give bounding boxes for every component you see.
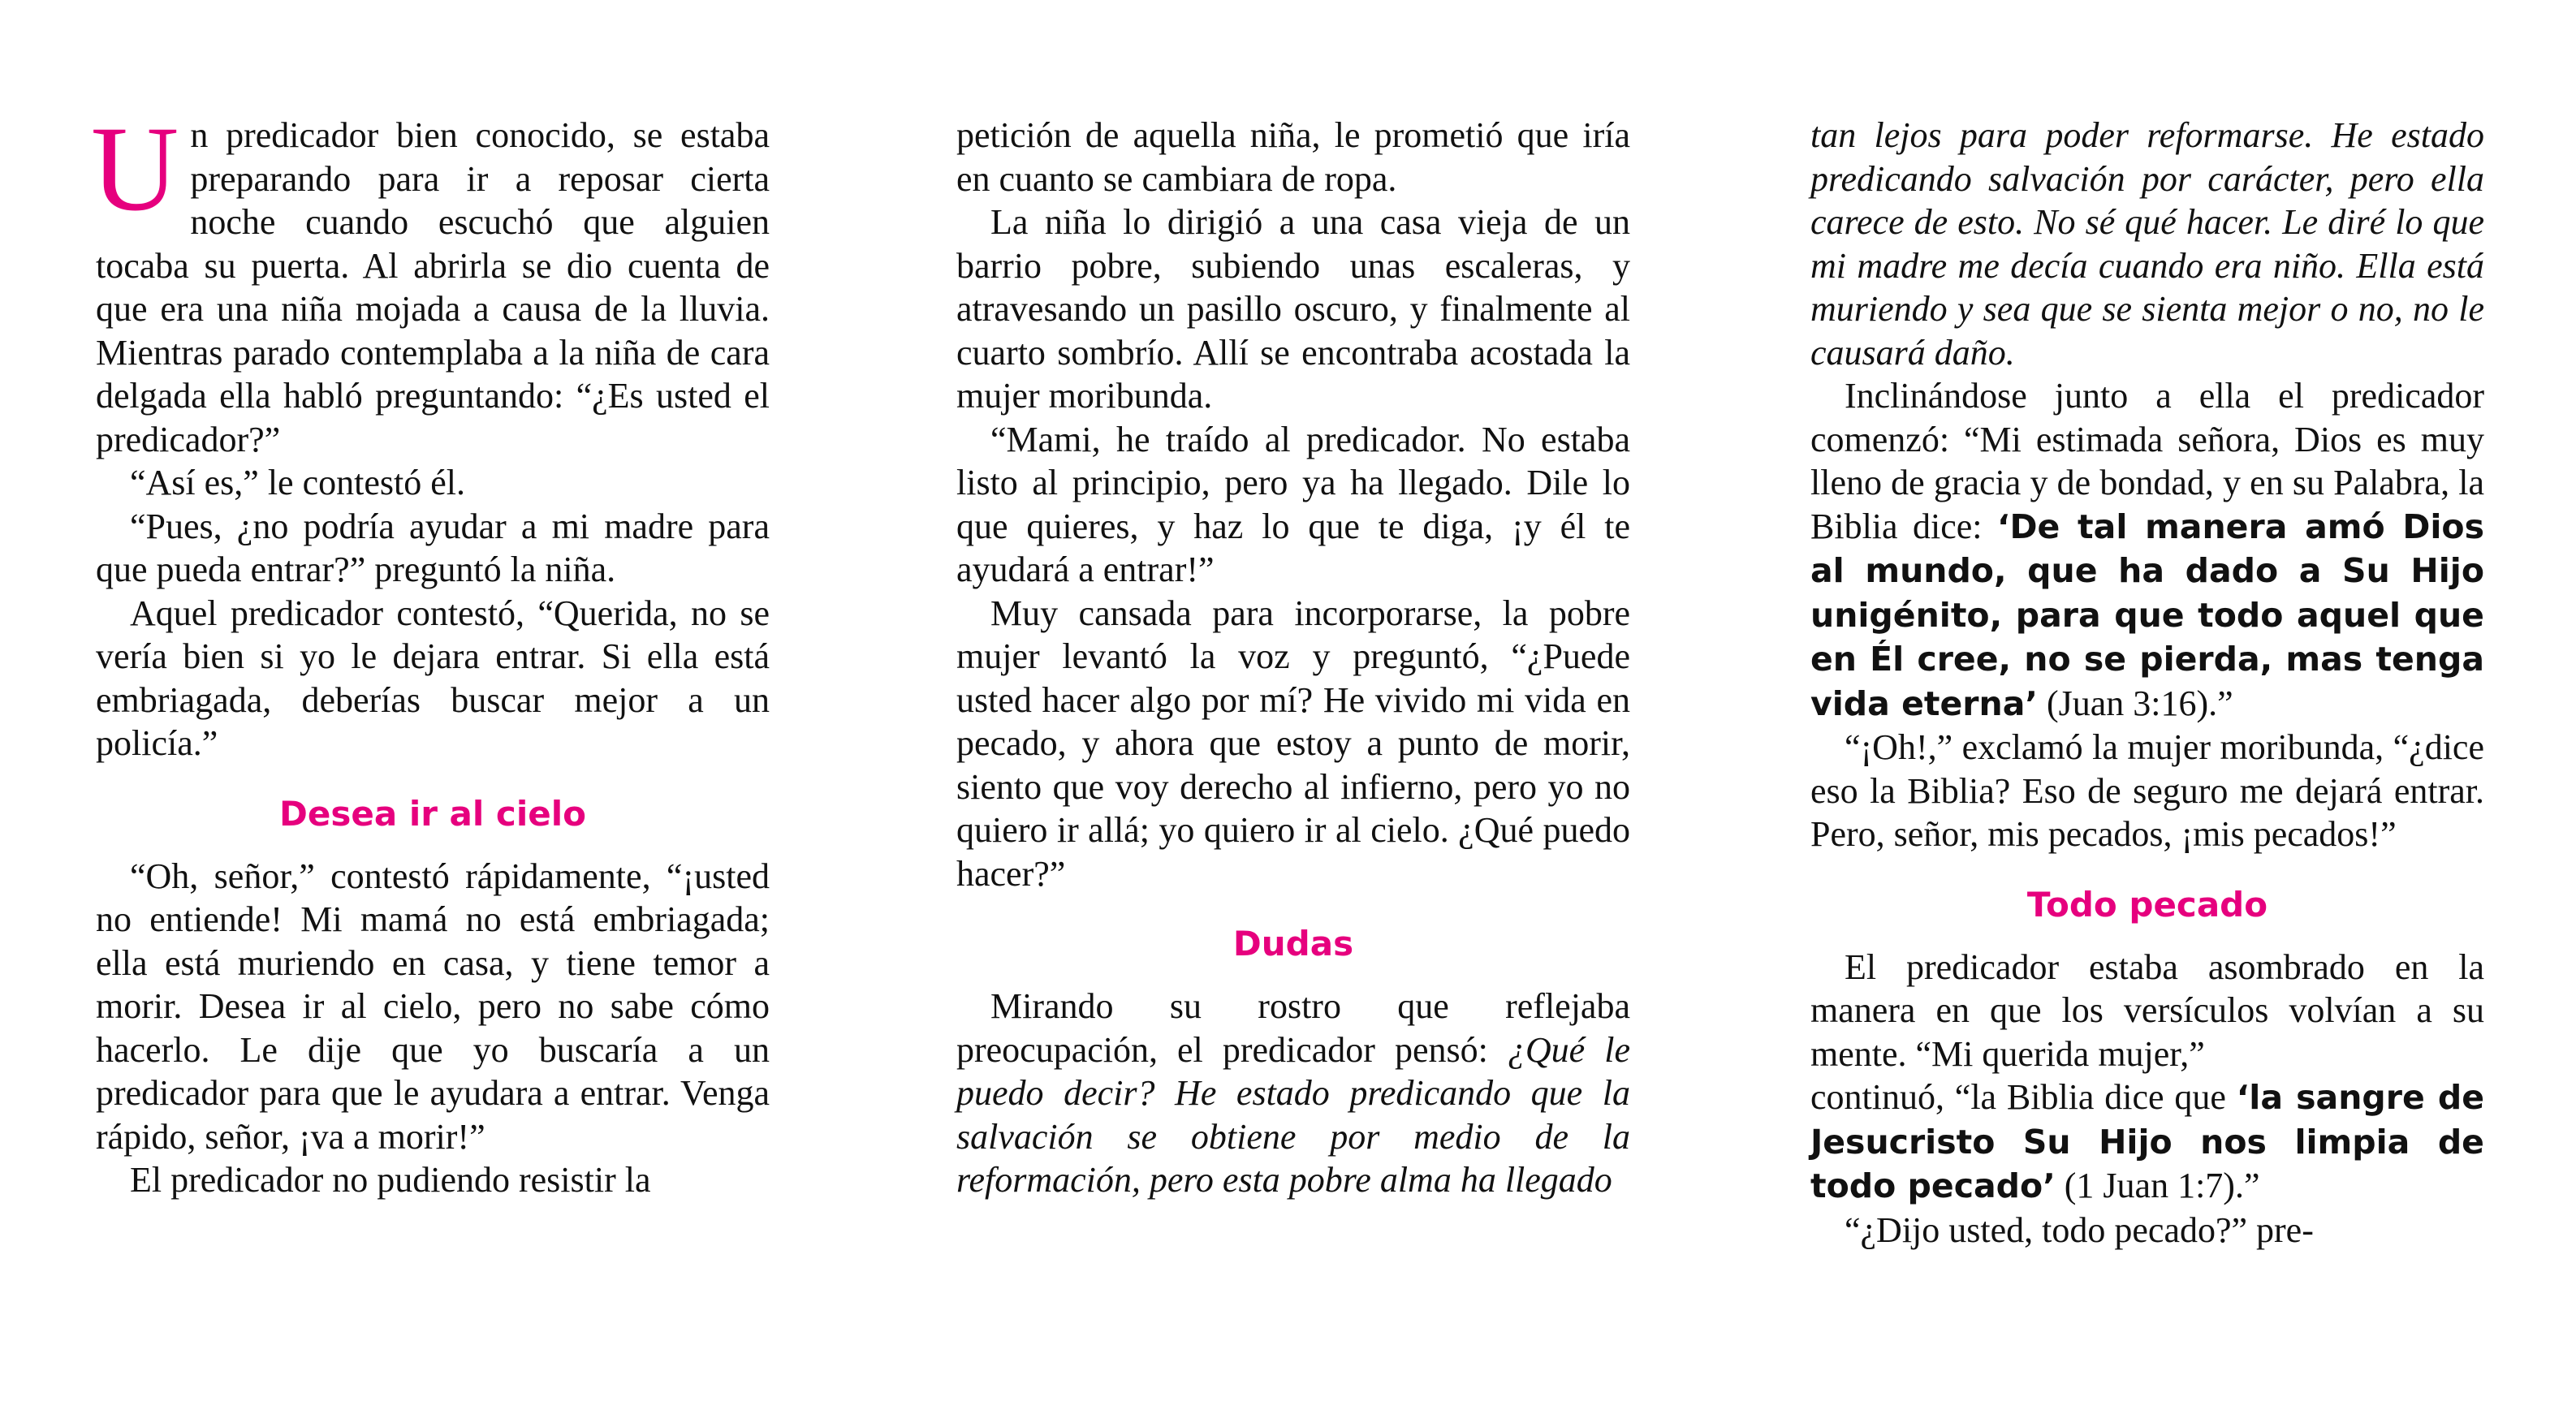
paragraph: El predicador no pudiendo resistir la (130, 1160, 651, 1200)
section-heading: Todo pecado (2026, 884, 2268, 925)
opening-paragraph (91, 101, 770, 461)
paragraph: “Así es,” le contestó él. (130, 463, 465, 502)
bible-reference: (1 Juan 1:7).” (2055, 1166, 2260, 1205)
section-heading: Desea ir al cielo (279, 793, 586, 834)
italic-thought: tan lejos para poder reformarse. He estado predicando salvación por carácter, pero ella carece de esto. No sé qué hacer. Le diré lo que mi madre me decía cuando era niño. Ella está muriendo y sea que se sienta mejor o no, no le causará daño. (1810, 115, 2484, 373)
bible-reference: (Juan 3:16).” (2037, 683, 2233, 723)
paragraph (1810, 374, 2484, 726)
paragraph: petición de aquella niña, le prometió que iría en cuanto se cambiara de ropa. (956, 115, 1630, 199)
paragraph-text: Inclinándose junto a ella el predicador comenzó: “Mi estimada señora, Dios es muy lleno de gracia y de bondad, y en su Palabra, la Biblia dice: (1810, 376, 2484, 546)
paragraph: La niña lo dirigió a una casa vieja de un barrio pobre, subiendo unas escaleras, y atravesando un pasillo oscuro, y finalmente al cuarto sombrío. Allí se encontraba acostada la mujer moribunda. (956, 202, 1630, 416)
drop-cap: U (91, 101, 179, 236)
paragraph-text: n predicador bien conocido, se estaba preparando para ir a reposar cierta noche cuando escuchó que alguien tocaba su puerta. Al abrirla se dio cuenta de que era una niña mojada a causa de la lluvia. Mientras parado contemplaba a la niña de cara delgada ella habló preguntando: “¿Es usted el predicador?” (96, 115, 770, 459)
paragraph: “Oh, señor,” contestó rápidamente, “¡usted no entiende! Mi mamá no está embriagada; ella está muriendo en casa, y tiene temor a morir. Desea ir al cielo, pero no sabe cómo hacerlo. Le dije que yo buscaría a un predicador para que le ayudara a entrar. Venga rápido, señor, ¡va a morir!” (96, 856, 770, 1157)
column-3 (1810, 114, 2484, 1252)
paragraph (1810, 1076, 2484, 1209)
paragraph: El predicador estaba asombrado en la manera en que los versículos volvían a su mente. “Mi querida mujer,” (1810, 946, 2484, 1074)
paragraph-text: Mirando su rostro que reflejaba preocupación, el predicador pensó: (956, 986, 1630, 1070)
paragraph: “¿Dijo usted, todo pecado?” pre- (1845, 1209, 2314, 1250)
paragraph-text: continuó, “la Biblia dice que (1810, 1077, 2237, 1117)
column-1 (91, 101, 770, 1202)
bible-quote: ‘la sangre de Jesucristo Su Hijo nos limpia de todo pecado’ (1810, 1078, 2485, 1205)
column-2 (956, 114, 1630, 1202)
paragraph: “Mami, he traído al predicador. No estaba listo al principio, pero ya ha llegado. Dile lo que quieres, y haz lo que te diga, ¡y él te ayudará a entrar!” (956, 419, 1630, 589)
bible-quote: ‘De tal manera amó Dios al mundo, que ha dado a Su Hijo unigénito, para que todo aquel que en Él cree, no se pierda, mas tenga vida eterna’ (1810, 507, 2484, 723)
section-heading: Dudas (1232, 924, 1354, 963)
italic-thought: ¿Qué le puedo decir? He estado predicando que la salvación se obtiene por medio de la reformación, pero esta pobre alma ha llegado (956, 1029, 1631, 1200)
paragraph: “Pues, ¿no podría ayudar a mi madre para que pueda entrar?” preguntó la niña. (96, 506, 770, 589)
paragraph: Aquel predicador contestó, “Querida, no se vería bien si yo le dejara entrar. Si ella está embriagada, deberías buscar mejor a un policía.” (96, 593, 770, 763)
paragraph: “¡Oh!,” exclamó la mujer moribunda, “¿dice eso la Biblia? Eso de seguro me dejará entrar. Pero, señor, mis pecados, ¡mis pecados!” (1810, 727, 2484, 854)
paragraph: Muy cansada para incorporarse, la pobre mujer levantó la voz y preguntó, “¿Puede usted hacer algo por mí? He vivido mi vida en pecado, y ahora que estoy a punto de morir, siento que voy derecho al infierno, pero yo no quiero ir allá; yo quiero ir al cielo. ¿Qué puedo hacer?” (956, 593, 1630, 894)
paragraph (956, 985, 1630, 1202)
